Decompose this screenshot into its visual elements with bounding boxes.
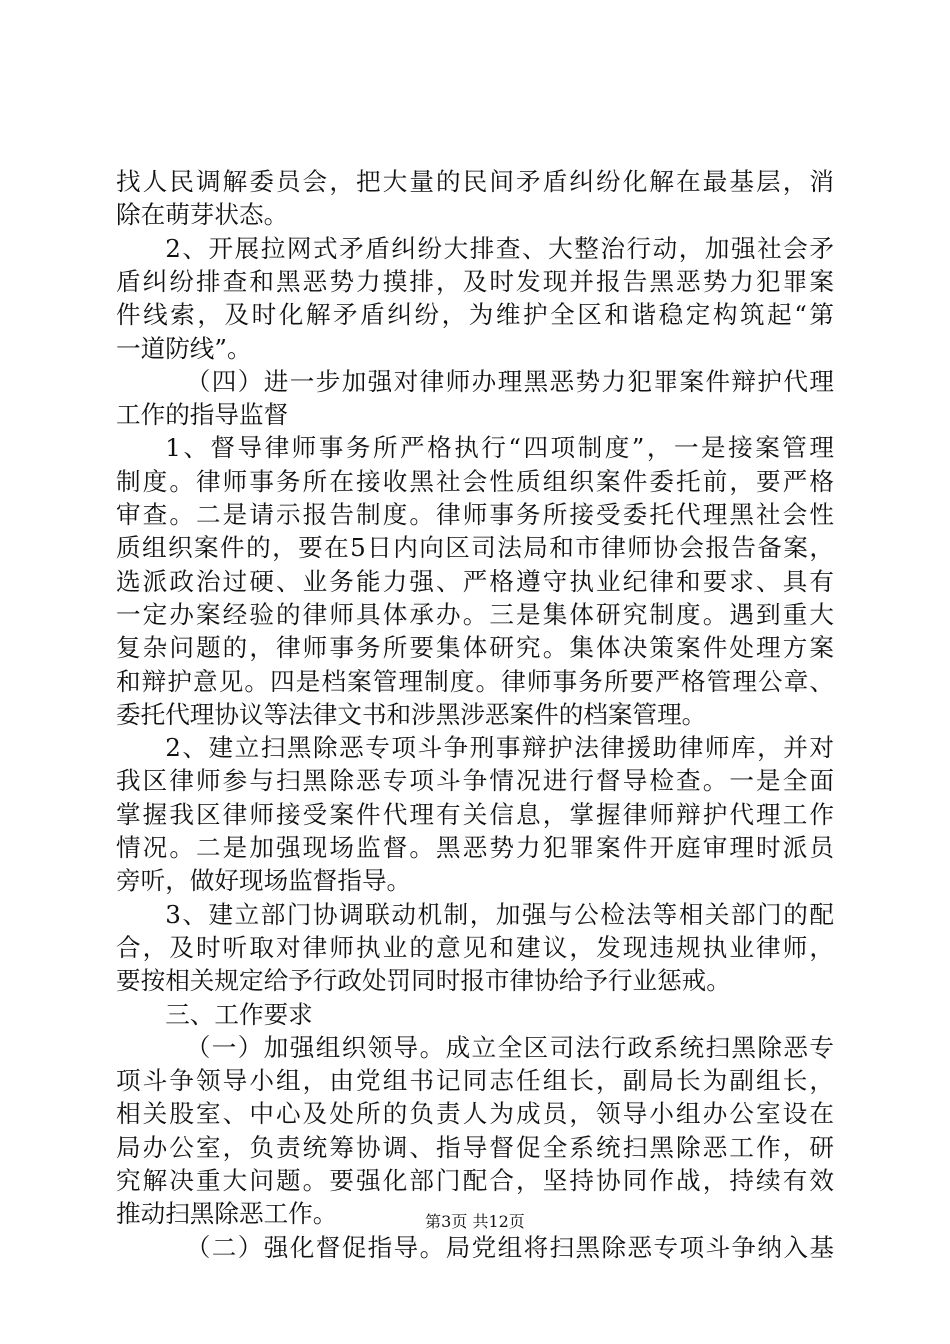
text-line: 1、督导律师事务所严格执行“四项制度”，一是接案管理 (165, 433, 834, 463)
text-line: （一）加强组织领导。成立全区司法行政系统扫黑除恶专 (185, 1032, 834, 1062)
text-line: 项斗争领导小组，由党组书记同志任组长，副局长为副组长， (116, 1066, 834, 1096)
text-line: 我区律师参与扫黑除恶专项斗争情况进行督导检查。一是全面 (116, 766, 834, 796)
page-footer: 第3页 共12页 (425, 1212, 525, 1231)
text-line: 件线索，及时化解矛盾纠纷，为维护全区和谐稳定构筑起“第 (116, 300, 834, 330)
text-line: 找人民调解委员会，把大量的民间矛盾纠纷化解在最基层，消 (116, 167, 834, 196)
text-line: 相关股室、中心及处所的负责人为成员，领导小组办公室设在 (116, 1099, 834, 1129)
text-line: 委托代理协议等法律文书和涉黑涉恶案件的档案管理。 (116, 699, 707, 729)
text-line: （四）进一步加强对律师办理黑恶势力犯罪案件辩护代理 (185, 366, 834, 396)
text-line: 3、建立部门协调联动机制，加强与公检法等相关部门的配 (165, 899, 834, 929)
text-line: 究解决重大问题。要强化部门配合，坚持协同作战，持续有效 (116, 1166, 834, 1195)
text-line: 复杂问题的，律师事务所要集体研究。集体决策案件处理方案 (116, 633, 834, 663)
text-line: 一定办案经验的律师具体承办。三是集体研究制度。遇到重大 (116, 599, 834, 629)
text-line: 旁听，做好现场监督指导。 (116, 866, 412, 896)
text-line: 情况。二是加强现场监督。黑恶势力犯罪案件开庭审理时派员 (116, 833, 834, 862)
text-line: 2、开展拉网式矛盾纠纷大排查、大整治行动，加强社会矛 (165, 233, 834, 263)
text-line: 选派政治过硬、业务能力强、严格遵守执业纪律和要求、具有 (116, 566, 834, 596)
text-line: （二）强化督促指导。局党组将扫黑除恶专项斗争纳入基 (185, 1232, 834, 1262)
text-line: 质组织案件的，要在5日内向区司法局和市律师协会报告备案， (116, 533, 834, 563)
text-line: 制度。律师事务所在接收黑社会性质组织案件委托前，要严格 (116, 466, 834, 496)
text-line: 和辩护意见。四是档案管理制度。律师事务所要严格管理公章、 (116, 666, 834, 696)
text-line: 2、建立扫黑除恶专项斗争刑事辩护法律援助律师库，并对 (165, 733, 834, 763)
text-line: 局办公室，负责统筹协调、指导督促全系统扫黑除恶工作，研 (116, 1132, 834, 1162)
text-line: 合，及时听取对律师执业的意见和建议，发现违规执业律师， (116, 932, 834, 962)
text-line: 盾纠纷排查和黑恶势力摸排，及时发现并报告黑恶势力犯罪案 (116, 266, 834, 296)
text-line: 工作的指导监督 (116, 400, 289, 430)
text-line: 要按相关规定给予行政处罚同时报市律协给予行业惩戒。 (116, 966, 731, 996)
text-line: 推动扫黑除恶工作。 (116, 1199, 338, 1229)
text-line: 三、工作要求 (165, 999, 313, 1029)
text-line: 掌握我区律师接受案件代理有关信息，掌握律师辩护代理工作 (116, 799, 834, 829)
text-line: 审查。二是请示报告制度。律师事务所接受委托代理黑社会性 (116, 500, 834, 529)
text-line: 除在萌芽状态。 (116, 200, 289, 230)
text-line: 一道防线”。 (116, 333, 252, 363)
